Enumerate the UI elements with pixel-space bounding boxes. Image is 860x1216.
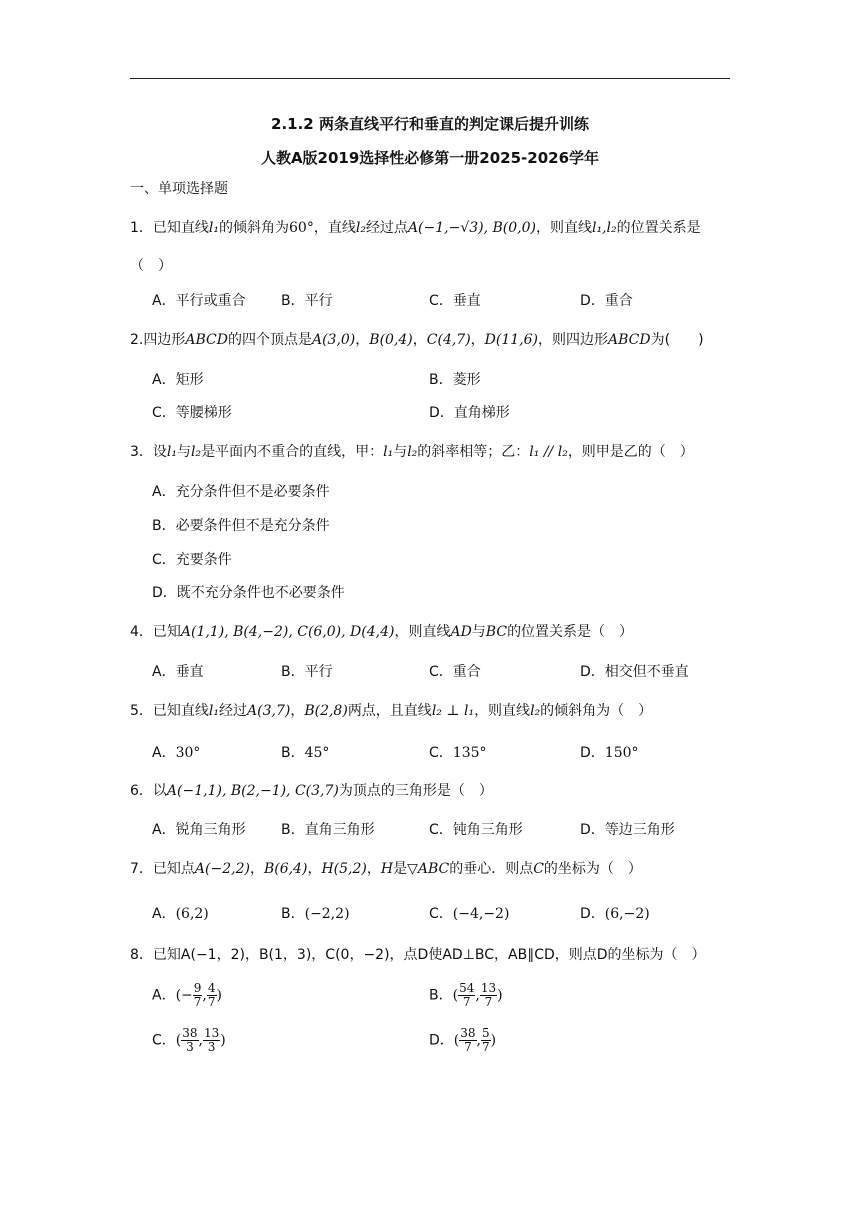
question-5-stem: 5．已知直线l₁经过A(3,7)，B(2,8)两点，且直线l₂ ⊥ l₁，则直线l₂的倾斜角为（ ） <box>130 703 653 719</box>
q2-option-b[interactable]: B．菱形 <box>429 372 481 388</box>
q6-option-b[interactable]: B．直角三角形 <box>281 822 375 838</box>
q5-option-c[interactable]: C．135° <box>429 745 487 761</box>
q7-option-c[interactable]: C．(−4,−2) <box>429 906 510 922</box>
fraction: $\frac{13}{3}$ <box>203 1026 220 1054</box>
q6-option-a[interactable]: A．锐角三角形 <box>152 822 246 838</box>
document-title: 2.1.2 两条直线平行和垂直的判定课后提升训练 <box>271 115 589 133</box>
question-2-stem: 2.四边形ABCD的四个顶点是A(3,0)，B(0,4)，C(4,7)，D(11,6)，则四边形ABCD为( ) <box>130 332 704 348</box>
fraction: $\frac{9}{7}$ <box>193 981 202 1009</box>
q3-option-a[interactable]: A．充分条件但不是必要条件 <box>152 484 330 500</box>
q4-option-b[interactable]: B．平行 <box>281 664 333 680</box>
q8-option-d[interactable]: D．( $\frac{38}{7}$ , $\frac{5}{7}$ ) <box>429 1026 497 1054</box>
fraction: $\frac{54}{7}$ <box>459 981 475 1009</box>
q2-option-c[interactable]: C．等腰梯形 <box>152 405 232 421</box>
q2-option-a[interactable]: A．矩形 <box>152 372 204 388</box>
question-4-stem: 4．已知A(1,1), B(4,−2), C(6,0), D(4,4)，则直线AD与BC的位置关系是（ ） <box>130 624 634 640</box>
q3-option-c[interactable]: C．充要条件 <box>152 552 232 568</box>
q3-option-d[interactable]: D．既不充分条件也不必要条件 <box>152 585 345 601</box>
fraction: $\frac{13}{7}$ <box>480 981 497 1009</box>
question-1-stem: 1．已知直线l₁的倾斜角为60°，直线l₂经过点A(−1,−√3), B(0,0)，则直线l₁,l₂的位置关系是 <box>130 220 701 236</box>
q5-option-a[interactable]: A．30° <box>152 745 201 761</box>
document-subtitle: 人教A版2019选择性必修第一册2025-2026学年 <box>260 149 600 167</box>
header-rule <box>130 78 730 79</box>
fraction: $\frac{5}{7}$ <box>481 1026 490 1054</box>
q5-option-b[interactable]: B．45° <box>281 745 330 761</box>
fraction: $\frac{38}{7}$ <box>460 1026 476 1054</box>
question-6-stem: 6．以A(−1,1), B(2,−1), C(3,7)为顶点的三角形是（ ） <box>130 783 493 799</box>
q7-option-d[interactable]: D．(6,−2) <box>580 906 650 922</box>
q7-option-a[interactable]: A．(6,2) <box>152 906 209 922</box>
q1-option-b[interactable]: B．平行 <box>281 293 333 309</box>
q6-option-d[interactable]: D．等边三角形 <box>580 822 675 838</box>
fraction: $\frac{4}{7}$ <box>207 981 216 1009</box>
question-8-stem: 8．已知A(−1，2)，B(1，3)，C(0，−2)，点D使AD⊥BC，AB∥CD，则点D的坐标为（ ） <box>130 947 706 963</box>
q8-option-a[interactable]: A．(− $\frac{9}{7}$ , $\frac{4}{7}$ ) <box>152 981 222 1009</box>
q2-option-d[interactable]: D．直角梯形 <box>429 405 510 421</box>
q6-option-c[interactable]: C．钝角三角形 <box>429 822 523 838</box>
q8-option-b[interactable]: B．( $\frac{54}{7}$ , $\frac{13}{7}$ ) <box>429 981 503 1009</box>
q1-option-a[interactable]: A．平行或重合 <box>152 293 246 309</box>
q4-option-d[interactable]: D．相交但不垂直 <box>580 664 689 680</box>
question-3-stem: 3．设l₁与l₂是平面内不重合的直线，甲：l₁与l₂的斜率相等；乙：l₁ // l₂，则甲是乙的（ ） <box>130 444 694 460</box>
q7-option-b[interactable]: B．(−2,2) <box>281 906 350 922</box>
q4-option-a[interactable]: A．垂直 <box>152 664 204 680</box>
q3-option-b[interactable]: B．必要条件但不是充分条件 <box>152 518 330 534</box>
q5-option-d[interactable]: D．150° <box>580 745 639 761</box>
question-7-stem: 7．已知点A(−2,2)，B(6,4)，H(5,2)，H是▽ABC的垂心．则点C的坐标为（ ） <box>130 861 642 877</box>
q1-option-d[interactable]: D．重合 <box>580 293 633 309</box>
q4-option-c[interactable]: C．重合 <box>429 664 481 680</box>
fraction: $\frac{38}{3}$ <box>182 1026 198 1054</box>
section-heading: 一、单项选择题 <box>130 181 228 197</box>
q8-option-c[interactable]: C．( $\frac{38}{3}$ , $\frac{13}{3}$ ) <box>152 1026 226 1054</box>
question-1-paren: （ ） <box>130 258 172 274</box>
q1-option-c[interactable]: C．垂直 <box>429 293 481 309</box>
